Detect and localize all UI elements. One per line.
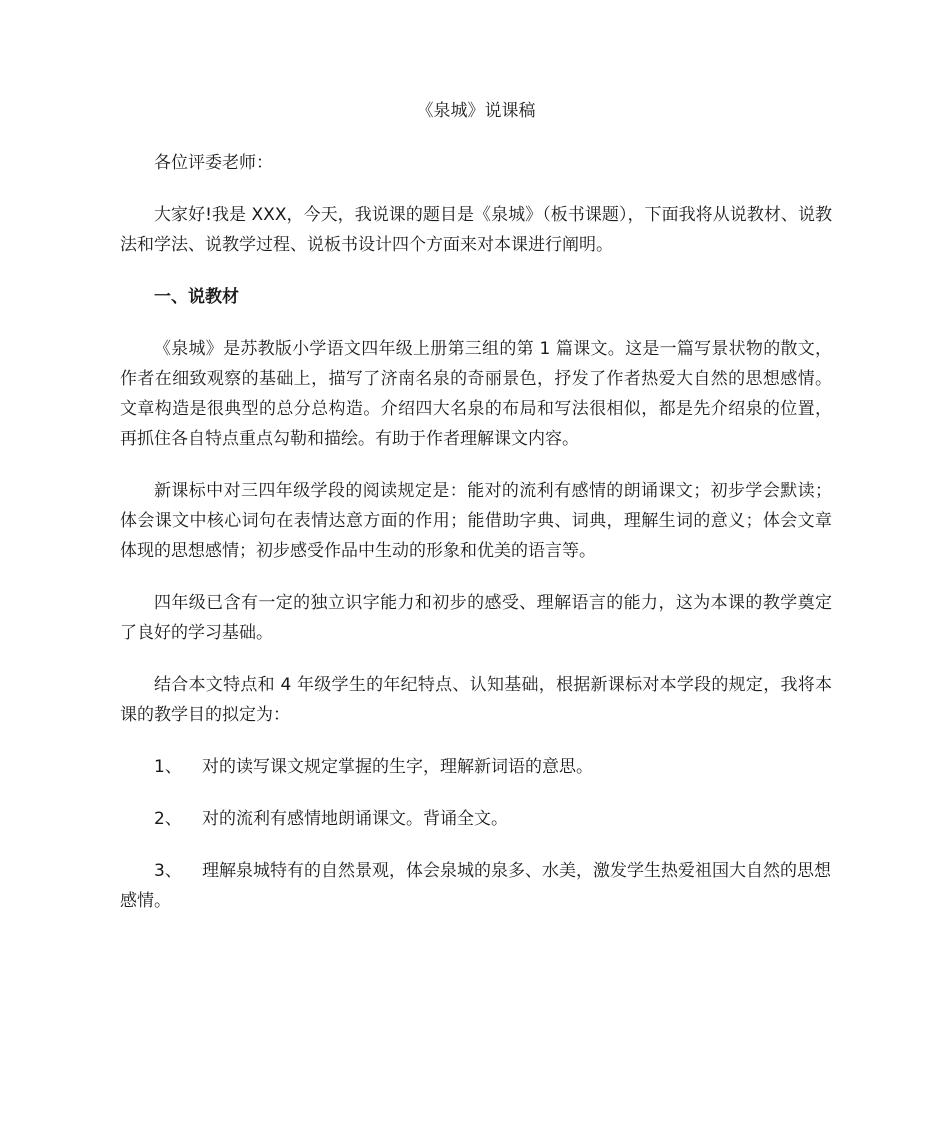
paragraph-student-ability: 四年级已含有一定的独立识字能力和初步的感受、理解语言的能力，这为本课的教学奠定了良好的学习基础。 <box>120 593 832 643</box>
goal-number: 1、 <box>154 757 182 777</box>
goal-item <box>120 856 832 916</box>
document-title: 《泉城》说课稿 <box>416 101 536 121</box>
section-heading-textbook: 一、说教材 <box>154 287 239 307</box>
goal-number: 3、 <box>154 861 182 881</box>
paragraph-text-overview: 《泉城》是苏教版小学语文四年级上册第三组的第 1 篇课文。这是一篇写景状物的散文，作者在细致观察的基础上，描写了济南名泉的奇丽景色，抒发了作者热爱大自然的思想感情。文章构造是很典型的总分总构造。介绍四大名泉的布局和写法很相似，都是先介绍泉的位置，再抓住各自特点重点勾勒和描绘。有助于作者理解课文内容。 <box>120 339 832 449</box>
paragraph-teaching-goals-intro: 结合本文特点和 4 年级学生的年纪特点、认知基础，根据新课标对本学段的规定，我将本课的教学目的拟定为： <box>120 675 832 725</box>
goal-text: 对的流利有感情地朗诵课文。背诵全文。 <box>202 809 508 829</box>
intro-paragraph: 大家好!我是 XXX，今天，我说课的题目是《泉城》（板书课题），下面我将从说教材、说教法和学法、说教学过程、说板书设计四个方面来对本课进行阐明。 <box>120 205 832 255</box>
goal-item <box>120 752 832 782</box>
goal-number: 2、 <box>154 809 182 829</box>
goal-text: 理解泉城特有的自然景观，体会泉城的泉多、水美，激发学生热爱祖国大自然的思想感情。 <box>120 861 831 911</box>
goal-text: 对的读写课文规定掌握的生字，理解新词语的意思。 <box>202 757 593 777</box>
document-body <box>120 96 832 938</box>
paragraph-curriculum-standard: 新课标中对三四年级学段的阅读规定是：能对的流利有感情的朗诵课文；初步学会默读；体会课文中核心词句在表情达意方面的作用；能借助字典、词典，理解生词的意义；体会文章体现的思想感情；初步感受作品中生动的形象和优美的语言等。 <box>120 481 832 561</box>
goal-item <box>120 804 832 834</box>
greeting: 各位评委老师： <box>154 153 273 173</box>
